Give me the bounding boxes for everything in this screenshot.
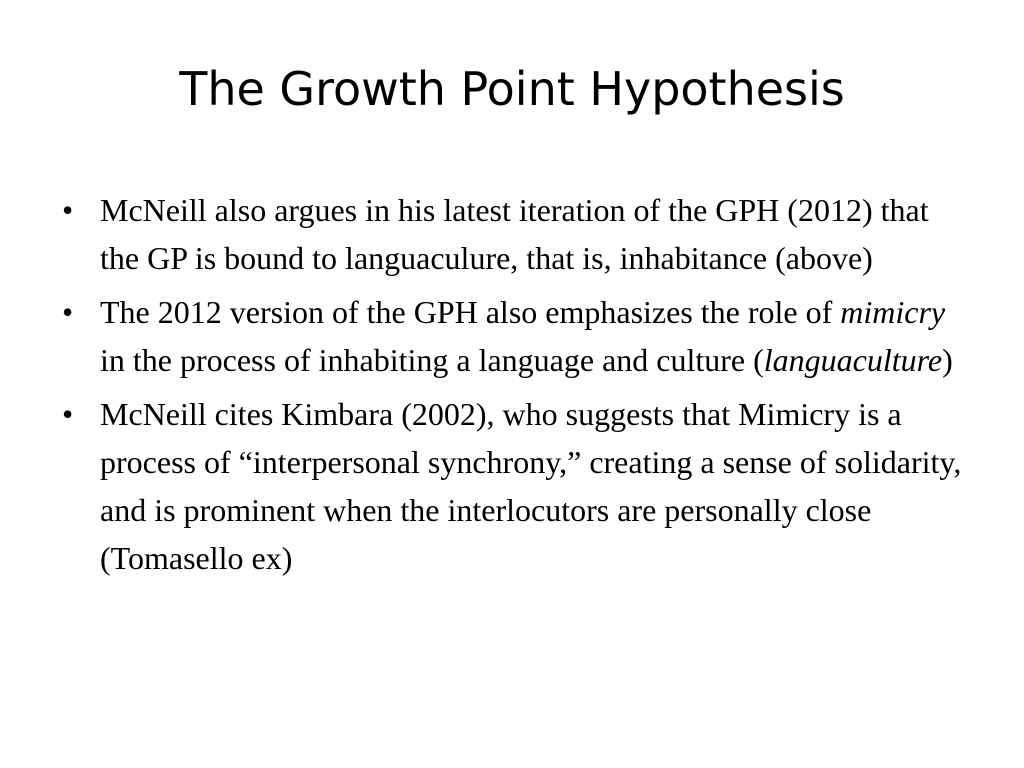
bullet-text-segment: The 2012 version of the GPH also emphasizes the role of [100,294,841,330]
bullet-dot: • [62,192,74,228]
bullet-text [100,192,929,276]
slide-title: The Growth Point Hypothesis [179,62,845,116]
bullet-text [100,294,953,378]
bullet-item [62,390,962,582]
italic-term-languaculture: languaculture [763,342,943,378]
bullet-list [62,186,962,588]
bullet-dot: • [62,294,74,330]
bullet-text-segment: in the process of inhabiting a language and culture ( [100,342,764,378]
bullet-item [62,186,962,282]
bullet-dot: • [62,396,74,432]
bullet-text-segment: ) [942,342,953,378]
bullet-text [100,396,961,576]
bullet-text-segment: McNeill cites Kimbara (2002), who suggests that Mimicry is a process of “interpersonal synchrony,” creating a sense of solidarity, and is prominent when the interlocutors are personally close (Tomasello ex) [100,396,962,576]
bullet-text-segment: McNeill also argues in his latest iteration of the GPH (2012) that the GP is bound to languaculure, that is, inhabitance (above) [100,192,929,276]
bullet-item [62,288,962,384]
italic-term-mimicry: mimicry [840,294,946,330]
